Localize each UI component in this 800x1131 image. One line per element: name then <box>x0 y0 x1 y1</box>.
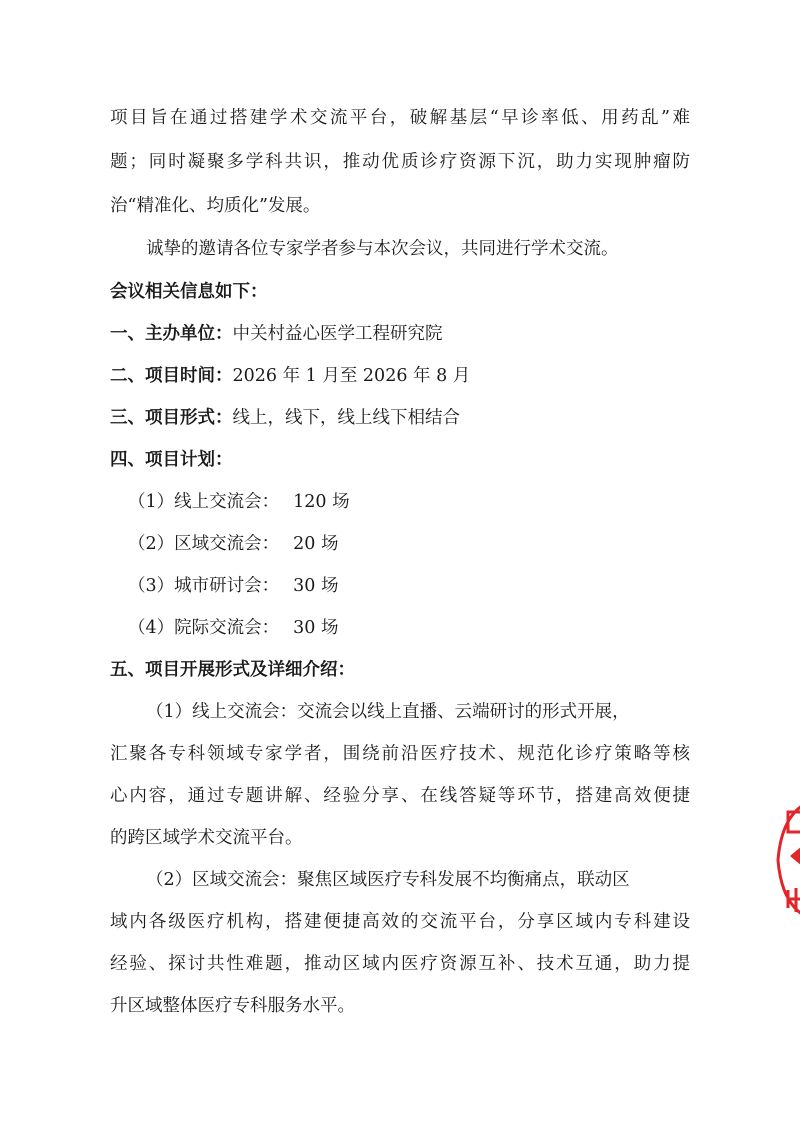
intro-line-2: 题；同时凝聚多学科共识，推动优质诊疗资源下沉，助力实现肿瘤防 <box>110 152 690 172</box>
regional-line-1: （2）区域交流会：聚焦区域医疗专科发展不均衡痛点，联动区 <box>146 870 630 890</box>
plan-item-index: （4） <box>128 618 175 638</box>
seal-graphic <box>770 800 800 920</box>
format-label: 三、项目形式： <box>110 408 233 428</box>
plan-item-index: （3） <box>128 576 175 596</box>
plan-item-index: （2） <box>128 534 175 554</box>
intro-line-3: 治“精准化、均质化”发展。 <box>110 196 321 216</box>
regional-line-2: 域内各级医疗机构，搭建便捷高效的交流平台，分享区域内专科建设 <box>110 912 690 932</box>
plan-item-count: 30 场 <box>293 618 339 638</box>
plan-item <box>128 490 708 514</box>
plan-item-name: 区域交流会： <box>174 534 280 554</box>
plan-item-index: （1） <box>128 492 175 512</box>
period-value: 2026 年 1 月至 2026 年 8 月 <box>232 366 471 386</box>
regional-line-4: 升区域整体医疗专科服务水平。 <box>110 996 355 1016</box>
plan-item <box>128 532 708 556</box>
regional-line-3: 经验、探讨共性难题，推动区域内医疗资源互补、技术互通，助力提 <box>110 954 690 974</box>
online-line-2: 汇聚各专科领域专家学者，围绕前沿医疗技术、规范化诊疗策略等核 <box>110 744 690 764</box>
organizer-value: 中关村益心医学工程研究院 <box>232 324 443 344</box>
online-line-4: 的跨区域学术交流平台。 <box>110 828 303 848</box>
invitation-text: 诚挚的邀请各位专家学者参与本次会议，共同进行学术交流。 <box>146 239 619 259</box>
plan-item-count: 30 场 <box>293 576 339 596</box>
details-heading: 五、项目开展形式及详细介绍： <box>110 660 355 680</box>
info-heading: 会议相关信息如下： <box>110 282 268 302</box>
plan-item-name: 城市研讨会： <box>174 576 280 596</box>
plan-item-count: 20 场 <box>293 534 339 554</box>
plan-item-count: 120 场 <box>293 492 350 512</box>
plan-item <box>128 616 708 640</box>
online-line-3: 心内容，通过专题讲解、经验分享、在线答疑等环节，搭建高效便捷 <box>110 786 690 806</box>
plan-item-name: 院际交流会： <box>174 618 280 638</box>
official-seal-fragment <box>770 800 800 920</box>
organizer-row <box>110 322 690 346</box>
format-row <box>110 406 690 430</box>
format-value: 线上，线下，线上线下相结合 <box>232 408 460 428</box>
organizer-label: 一、主办单位： <box>110 324 233 344</box>
period-row <box>110 364 690 388</box>
online-line-1: （1）线上交流会：交流会以线上直播、云端研讨的形式开展， <box>146 702 630 722</box>
plan-item-name: 线上交流会： <box>174 492 280 512</box>
intro-line-1: 项目旨在通过搭建学术交流平台，破解基层“早诊率低、用药乱”难 <box>110 108 690 128</box>
period-label: 二、项目时间： <box>110 366 233 386</box>
plan-heading: 四、项目计划： <box>110 450 233 470</box>
plan-item <box>128 574 708 598</box>
